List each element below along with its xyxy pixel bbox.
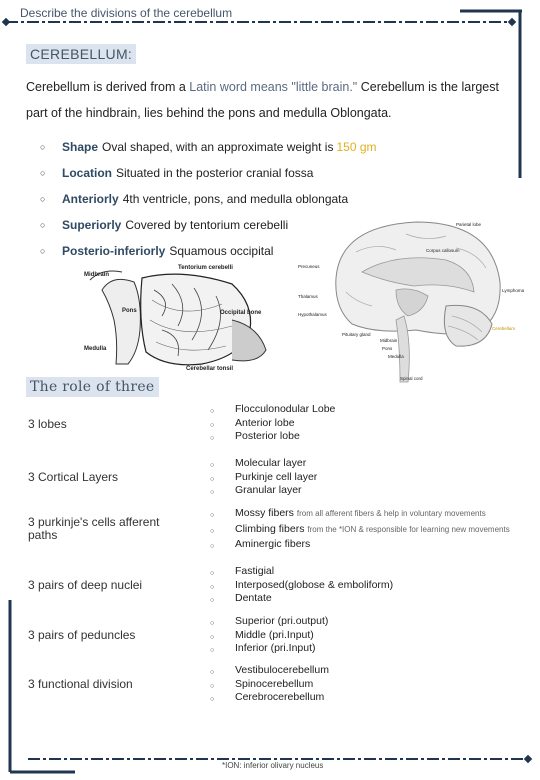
role-item-text: Superior (pri.output)	[235, 615, 329, 627]
bullet-circle-icon: ○	[210, 570, 215, 577]
role-item-note: from the *ION & responsible for learning new movements	[307, 524, 510, 534]
role-item	[210, 593, 510, 607]
fig-label-lymphoma: Lymphoma	[502, 288, 525, 293]
role-name: 3 functional division	[28, 677, 133, 691]
role-item-text: Climbing fibers	[235, 522, 305, 535]
document-title: Describe the divisions of the cerebellum	[20, 6, 233, 20]
role-item-text: Molecular layer	[235, 457, 307, 469]
role-item	[210, 630, 510, 644]
role-items	[210, 404, 510, 445]
fig-label-midbrain: Midbrain	[84, 272, 109, 278]
fig-label-corpus-callosum: Corpus callosum	[426, 248, 460, 253]
role-items	[210, 665, 510, 706]
fact-weight-highlight: 150 gm	[336, 140, 377, 154]
cerebellum-sagittal-figure	[82, 260, 282, 372]
intro-latin-highlight: Latin word means "little brain."	[189, 80, 358, 94]
role-name: 3 pairs of peduncles	[28, 628, 136, 642]
fact-value: 4th ventricle, pons, and medulla oblongata	[122, 192, 349, 206]
role-item	[210, 566, 510, 580]
fact-value: Squamous occipital	[169, 244, 274, 258]
fact-key: Anteriorly	[62, 192, 119, 206]
bullet-circle-icon: ○	[210, 543, 215, 550]
role-items	[210, 616, 510, 657]
role-item	[210, 431, 510, 445]
role-item-text: Fastigial	[235, 565, 275, 577]
role-item-text: Interposed(globose & emboliform)	[235, 578, 394, 591]
bullet-circle-icon: ○	[40, 246, 46, 256]
role-name: 3 Cortical Layers	[28, 470, 119, 484]
fact-value: Oval shaped, with an approximate weight is	[102, 140, 334, 154]
bullet-circle-icon: ○	[210, 489, 215, 496]
role-item	[210, 539, 510, 553]
role-item-text: Spinocerebellum	[235, 677, 314, 690]
fig-label-pituitary-gland: Pituitary gland	[342, 332, 371, 337]
bullet-circle-icon: ○	[210, 647, 215, 654]
role-item-text: Granular layer	[235, 484, 302, 496]
bullet-circle-icon: ○	[210, 696, 215, 703]
role-item	[210, 458, 510, 472]
bullet-circle-icon: ○	[40, 194, 46, 204]
footnote: *ION: inferior olivary nucleus	[222, 761, 324, 770]
role-item	[210, 643, 510, 657]
role-item-text: Cerebrocerebellum	[235, 691, 325, 703]
bullet-circle-icon: ○	[210, 633, 215, 641]
bullet-circle-icon: ○	[40, 142, 46, 152]
fig-label-occipital-bone: Occipital bone	[220, 310, 262, 316]
role-of-three-heading: The role of three	[26, 377, 159, 397]
role-name: 3 purkinje's cells afferent paths	[28, 515, 160, 542]
role-item	[210, 418, 510, 432]
bullet-circle-icon: ○	[210, 475, 215, 483]
bullet-circle-icon: ○	[210, 435, 215, 442]
intro-paragraph	[26, 74, 506, 126]
fig-label-pons: Pons	[382, 346, 393, 351]
role-item-text: Inferior (pri.Input)	[235, 642, 316, 654]
role-item-text: Flocculonodular Lobe	[235, 403, 336, 415]
fig-label-precuneus: Precuneus	[298, 264, 320, 269]
role-item	[210, 665, 510, 679]
fig-label-tentorium: Tentorium cerebelli	[178, 265, 233, 271]
fig-label-hypothalamus: Hypothalamus	[298, 312, 327, 317]
fact-anteriorly	[40, 186, 380, 212]
role-item-text: Anterior lobe	[235, 416, 295, 429]
bullet-circle-icon: ○	[210, 408, 215, 415]
role-items	[210, 508, 510, 553]
role-item-text: Mossy fibers	[235, 507, 294, 519]
fig-label-parietal-lobe: Parietal lobe	[456, 222, 482, 227]
bullet-circle-icon: ○	[210, 620, 215, 627]
bullet-circle-icon: ○	[210, 512, 215, 519]
fig-label-pons: Pons	[122, 308, 137, 314]
fact-value: Situated in the posterior cranial fossa	[116, 166, 314, 180]
bullet-circle-icon: ○	[210, 421, 215, 429]
intro-text-end: Cerebellum is the largest part of the hindbrain, lies behind the pons and medulla Oblongata.	[26, 80, 499, 120]
bullet-circle-icon: ○	[210, 682, 215, 690]
fig-label-medulla: Medulla	[388, 354, 404, 359]
bullet-circle-icon: ○	[40, 220, 46, 230]
fact-location	[40, 160, 380, 186]
fact-value: Covered by tentorium cerebelli	[125, 218, 289, 232]
role-item	[210, 524, 510, 538]
role-item-text: Aminergic fibers	[235, 538, 311, 550]
bullet-circle-icon: ○	[210, 597, 215, 604]
role-item-text: Dentate	[235, 592, 272, 604]
fig-label-cerebellum: Cerebellum	[492, 326, 516, 331]
role-item	[210, 485, 510, 499]
role-item-note: from all afferent fibers & help in voluntary movements	[296, 509, 486, 518]
fact-key: Posterio-inferiorly	[62, 244, 166, 258]
fig-label-midbrain: Midbrain	[380, 338, 398, 343]
fig-label-cerebellar-tonsil: Cerebellar tonsil	[186, 366, 234, 372]
bullet-circle-icon: ○	[40, 168, 46, 178]
fact-key: Location	[62, 166, 112, 180]
bullet-circle-icon: ○	[210, 583, 215, 591]
role-name: 3 lobes	[28, 417, 67, 431]
fact-key: Shape	[62, 140, 99, 154]
fig-label-spinal-cord: Spinal cord	[400, 376, 423, 381]
intro-text-start: Cerebellum is derived from a	[26, 80, 190, 94]
cerebellum-heading: CEREBELLUM:	[26, 44, 136, 64]
bullet-circle-icon: ○	[210, 669, 215, 676]
fig-label-medulla: Medulla	[84, 346, 107, 352]
role-item-text: Middle (pri.Input)	[235, 628, 314, 641]
role-name: 3 pairs of deep nuclei	[28, 578, 143, 592]
fig-label-thalamus: Thalamus	[298, 294, 318, 299]
role-item-text: Purkinje cell layer	[235, 470, 318, 483]
fact-key: Superiorly	[62, 218, 122, 232]
brain-midsagittal-figure	[296, 212, 532, 388]
role-item	[210, 679, 510, 693]
role-item	[210, 616, 510, 630]
role-item-text: Posterior lobe	[235, 430, 300, 442]
role-items	[210, 458, 510, 499]
role-item	[210, 404, 510, 418]
role-items	[210, 566, 510, 607]
fact-shape	[40, 134, 380, 160]
role-item	[210, 580, 510, 594]
role-item	[210, 472, 510, 486]
role-item	[210, 508, 510, 522]
role-item	[210, 692, 510, 706]
bullet-circle-icon: ○	[210, 527, 215, 535]
bullet-circle-icon: ○	[210, 462, 215, 469]
role-item-text: Vestibulocerebellum	[235, 664, 329, 676]
